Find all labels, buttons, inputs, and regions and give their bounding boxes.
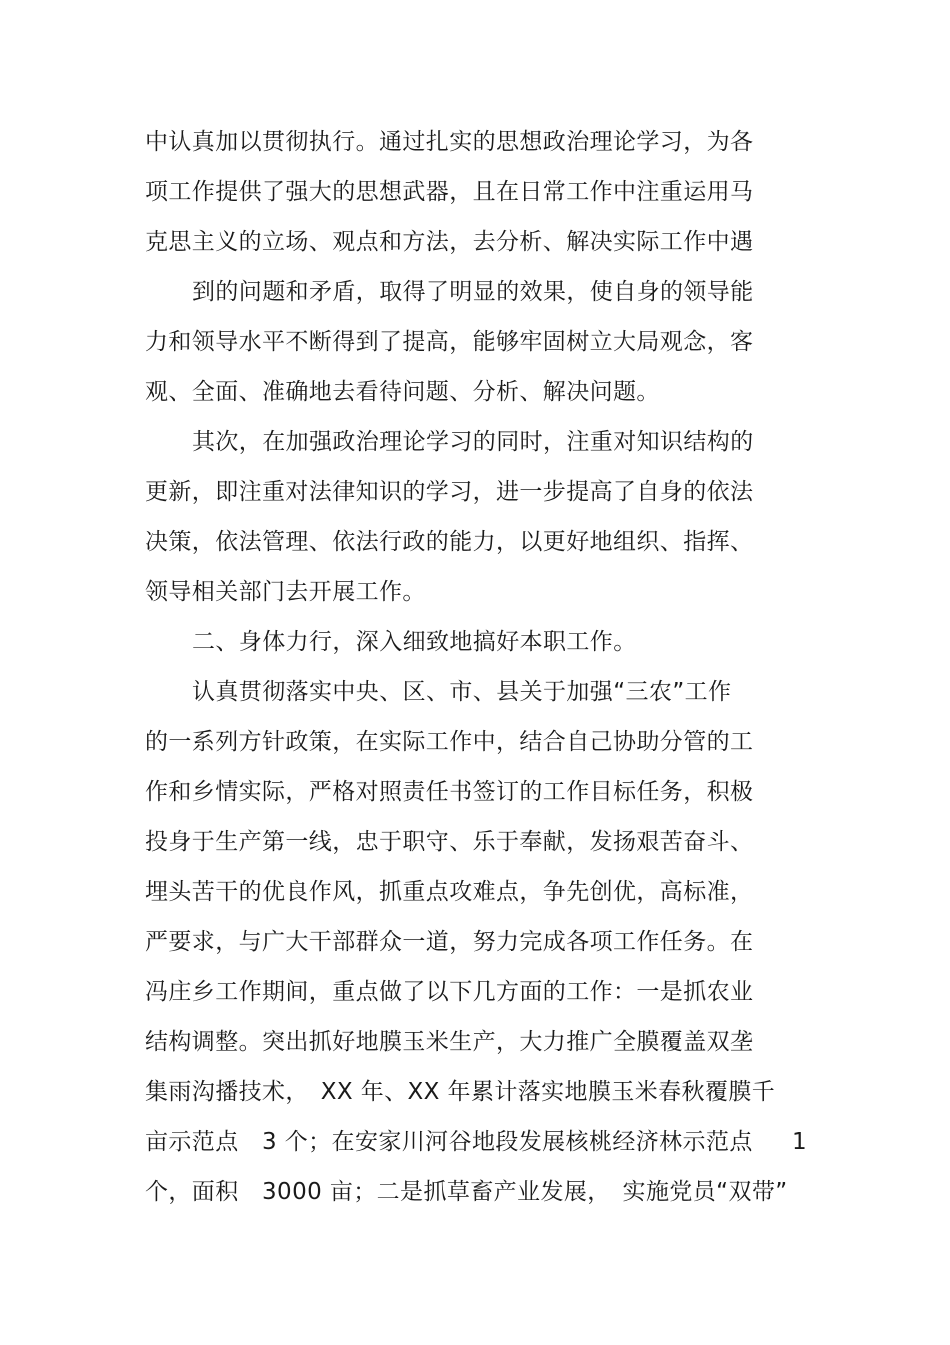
text-line: 集雨沟播技术， XX 年、XX 年累计落实地膜玉米春秋覆膜千: [145, 1079, 776, 1105]
text-line: 认真贯彻落实中央、区、市、县关于加强“三农”工作: [192, 679, 732, 705]
text-line: 其次，在加强政治理论学习的同时，注重对知识结构的: [192, 429, 754, 455]
text-line: 克思主义的立场、观点和方法，去分析、解决实际工作中遇: [145, 229, 754, 255]
margin-number: 1: [792, 1129, 808, 1155]
text-line: 严要求，与广大干部群众一道，努力完成各项工作任务。在: [145, 929, 754, 955]
text-line: 更新，即注重对法律知识的学习，进一步提高了自身的依法: [145, 479, 754, 505]
text-line: 投身于生产第一线，忠于职守、乐于奉献，发扬艰苦奋斗、: [145, 829, 754, 855]
text-line: 领导相关部门去开展工作。: [145, 579, 426, 605]
text-line: 结构调整。突出抓好地膜玉米生产，大力推广全膜覆盖双垄: [145, 1029, 754, 1055]
text-line: 个，面积 3000 亩；二是抓草畜产业发展， 实施党员“双带”: [145, 1179, 788, 1205]
text-line: 作和乡情实际，严格对照责任书签订的工作目标任务，积极: [145, 779, 754, 805]
text-line: 埋头苦干的优良作风，抓重点攻难点，争先创优，高标准，: [145, 879, 754, 905]
text-line: 冯庄乡工作期间，重点做了以下几方面的工作：一是抓农业: [145, 979, 754, 1005]
text-line: 的一系列方针政策，在实际工作中，结合自己协助分管的工: [145, 729, 754, 755]
text-line: 亩示范点 3 个；在安家川河谷地段发展核桃经济林示范点: [145, 1129, 753, 1155]
text-line: 项工作提供了强大的思想武器，且在日常工作中注重运用马: [145, 179, 754, 205]
text-line: 中认真加以贯彻执行。通过扎实的思想政治理论学习，为各: [145, 129, 754, 155]
text-line: 观、全面、准确地去看待问题、分析、解决问题。: [145, 379, 660, 405]
text-line: 力和领导水平不断得到了提高，能够牢固树立大局观念，客: [145, 329, 754, 355]
text-line: 到的问题和矛盾，取得了明显的效果，使自身的领导能: [192, 279, 754, 305]
section-heading: 二、身体力行，深入细致地搞好本职工作。: [192, 629, 637, 655]
text-line: 决策，依法管理、依法行政的能力，以更好地组织、指挥、: [145, 529, 754, 555]
